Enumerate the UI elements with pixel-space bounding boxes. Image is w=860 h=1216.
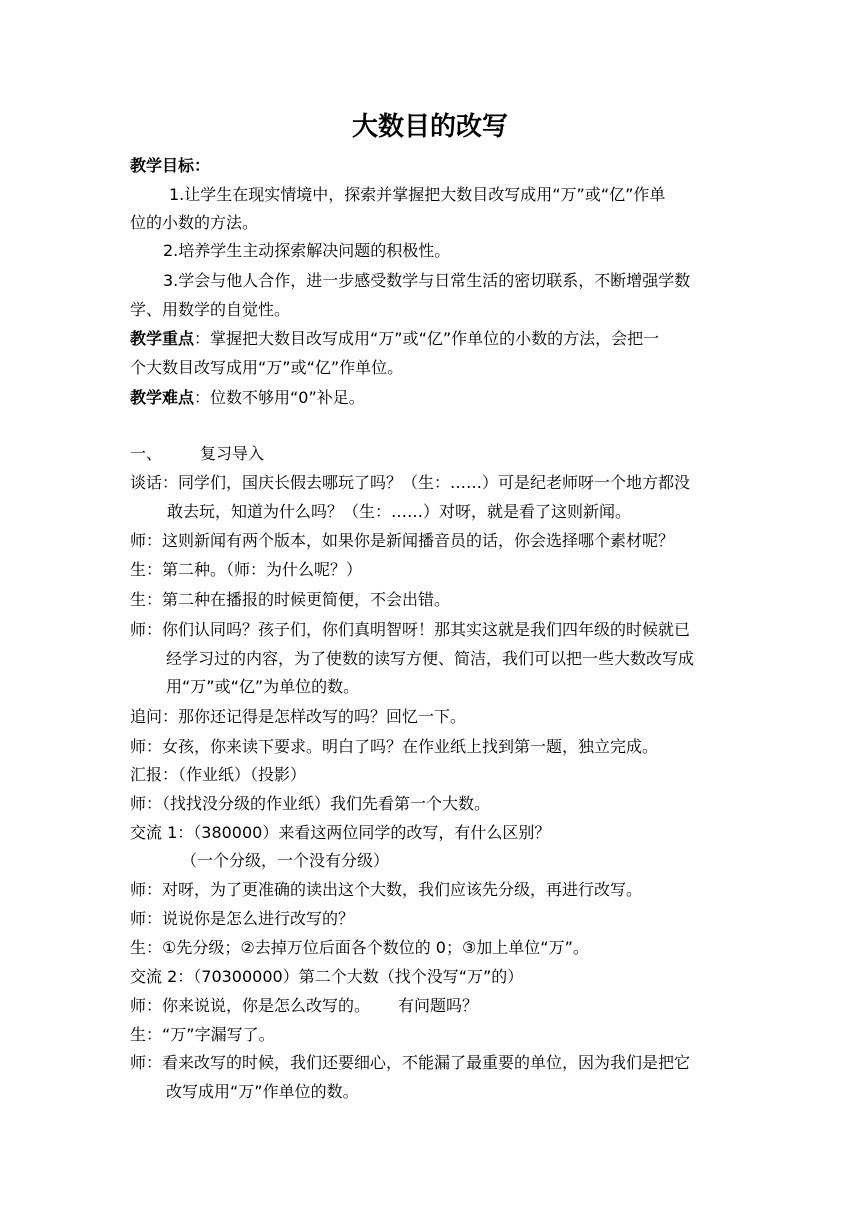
dialogue-line: 师：说说你是怎么进行改写的？ (130, 909, 355, 928)
dialogue-line: 师：女孩，你来读下要求。明白了吗？在作业纸上找到第一题，独立完成。 (130, 737, 659, 756)
key-point-line-1 (130, 325, 740, 353)
dialogue-line: 生：第二种在播报的时候更简便，不会出错。 (130, 590, 451, 609)
dialogue-line: 改写成用“万”作单位的数。 (166, 1082, 359, 1101)
dialogue-line (130, 992, 740, 1020)
dialogue-line: 师：看来改写的时候，我们还要细心，不能漏了最重要的单位，因为我们是把它 (130, 1053, 691, 1072)
dialogue-line: 生：“万”字漏写了。 (130, 1025, 275, 1044)
section-1-heading (130, 440, 740, 468)
objective-1-line-1: 1.让学生在现实情境中，探索并掌握把大数目改写成用“万”或“亿”作单 (169, 185, 666, 204)
dialogue-line: 交流 1：（380000）来看这两位同学的改写，有什么区别？ (130, 823, 551, 842)
section-1-title: 复习导入 (200, 444, 265, 463)
dialogue-segment: 有问题吗？ (398, 996, 479, 1015)
dialogue-line: 生：①先分级；②去掉万位后面各个数位的 0；③加上单位“万”。 (130, 938, 589, 957)
dialogue-line: 师：这则新闻有两个版本，如果你是新闻播音员的话，你会选择哪个素材呢？ (130, 531, 675, 550)
objective-2: 2.培养学生主动探索解决问题的积极性。 (163, 241, 451, 260)
dialogue-line: 汇报：（作业纸）（投影） (130, 765, 307, 784)
difficulty-label: 教学难点 (130, 388, 195, 407)
dialogue-segment: 师：你来说说，你是怎么改写的。 (130, 996, 371, 1015)
dialogue-line: 谈话：同学们，国庆长假去哪玩了吗？（生：……）可是纪老师呀一个地方都没 (130, 473, 691, 492)
difficulty-text: ：位数不够用“0”补足。 (194, 388, 365, 407)
objective-3-line-2: 学、用数学的自觉性。 (130, 300, 291, 319)
key-point-line-2: 个大数目改写成用“万”或“亿”作单位。 (130, 358, 404, 377)
page-title: 大数目的改写 (351, 112, 508, 142)
objective-3-line-1: 3.学会与他人合作，进一步感受数学与日常生活的密切联系，不断增强学数 (163, 271, 691, 290)
section-1-number: 一、 (130, 444, 163, 463)
dialogue-line: 师：你们认同吗？孩子们，你们真明智呀！那其实这就是我们四年级的时候就已 (130, 620, 691, 639)
dialogue-line: （一个分级，一个没有分级） (181, 851, 390, 870)
dialogue-line: 师：对呀，为了更准确的读出这个大数，我们应该先分级，再进行改写。 (130, 880, 643, 899)
dialogue-line: 经学习过的内容，为了使数的读写方便、简洁，我们可以把一些大数改写成 (166, 649, 695, 668)
key-point-text: ：掌握把大数目改写成用“万”或“亿”作单位的小数的方法，会把一 (194, 329, 660, 348)
objectives-heading: 教学目标： (130, 156, 211, 175)
dialogue-line: 用“万”或“亿”为单位的数。 (166, 677, 360, 696)
dialogue-line: 师：（找找没分级的作业纸）我们先看第一个大数。 (130, 794, 491, 813)
dialogue-line: 交流 2：（70300000）第二个大数（找个没写“万”的） (130, 967, 524, 986)
difficulty-line (130, 384, 740, 412)
dialogue-line: 生：第二种。（师：为什么呢？） (130, 560, 363, 579)
dialogue-line: 敢去玩，知道为什么吗？（生：……）对呀，就是看了这则新闻。 (167, 502, 632, 521)
objective-1-line-2: 位的小数的方法。 (130, 213, 259, 232)
key-point-label: 教学重点 (130, 329, 195, 348)
dialogue-line: 追问：那你还记得是怎样改写的吗？回忆一下。 (130, 707, 467, 726)
